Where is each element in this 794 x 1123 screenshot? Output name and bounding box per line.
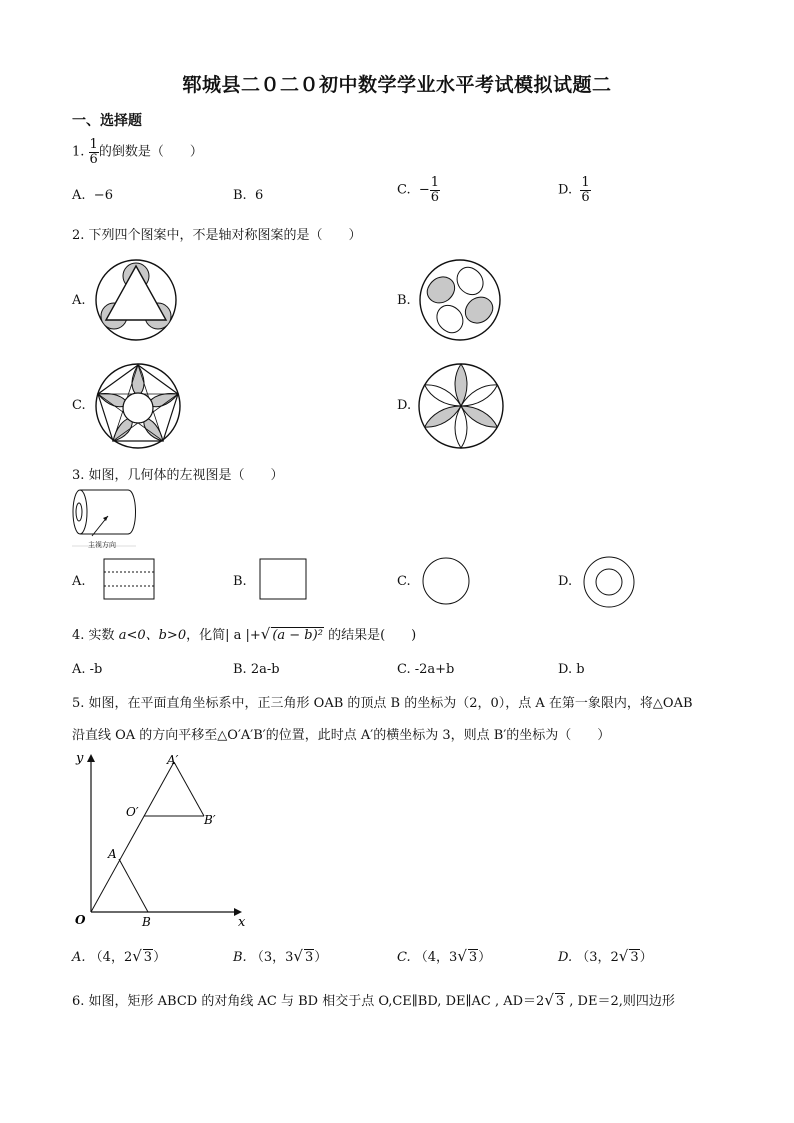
q2-figure-b <box>418 258 502 342</box>
q2-option-a[interactable]: A. <box>72 293 86 308</box>
q5-c-post: ） <box>478 950 492 965</box>
question-6 <box>72 990 675 1009</box>
q1-option-c[interactable] <box>397 176 440 204</box>
q5-b-radical: √ <box>293 947 303 965</box>
q1-c-fraction <box>430 176 440 204</box>
graph-label-o-prime: O′ <box>126 805 139 819</box>
q6-radical: √ <box>544 991 554 1009</box>
q1-frac-den: 6 <box>89 151 98 167</box>
q5-b-radicand: 3 <box>304 950 314 965</box>
q3-figure-a <box>103 558 155 600</box>
q1-d-den: 6 <box>581 189 590 205</box>
question-1 <box>72 138 203 166</box>
q1-b-label: B. <box>233 188 247 203</box>
q2-option-c[interactable]: C. <box>72 398 86 413</box>
q5-option-c[interactable] <box>397 946 491 965</box>
q1-option-d[interactable] <box>558 176 591 204</box>
q5-c-radical: √ <box>457 947 467 965</box>
q3-view-label: 主视方向 <box>88 541 116 549</box>
q4-option-d[interactable]: D. b <box>558 662 585 677</box>
q4-radical-sign: √ <box>260 625 271 643</box>
q5-c-label: C. <box>397 950 411 965</box>
question-4 <box>72 624 416 643</box>
q5-option-d[interactable] <box>558 946 653 965</box>
q2-option-b[interactable]: B. <box>397 293 411 308</box>
graph-label-y: y <box>76 751 84 766</box>
q1-a-value: −6 <box>93 188 113 203</box>
q2-figure-a <box>94 258 178 342</box>
q4-condition: a<0、b>0 <box>118 628 187 643</box>
q4-option-b[interactable]: B. 2a-b <box>233 662 280 677</box>
q5-a-post: ） <box>153 950 167 965</box>
q5-coordinate-graph <box>72 748 252 930</box>
question-5-line-2: 沿直线 OA 的方向平移至△O′A′B′的位置，此时点 A′的横坐标为 3，则点 B′的坐标为（ ） <box>72 728 611 743</box>
q3-figure-d <box>582 555 636 609</box>
q4-option-c[interactable]: C. -2a+b <box>397 662 455 677</box>
graph-label-a: A <box>108 847 117 861</box>
q5-c-pre: （4，3 <box>414 950 458 965</box>
q1-fraction <box>89 138 99 166</box>
q1-c-sign: − <box>418 182 430 198</box>
q1-d-label: D. <box>558 182 573 198</box>
q5-b-label: B. <box>233 950 247 965</box>
q4-radicand: (a − b)² <box>272 628 323 643</box>
q5-a-label: A. <box>72 950 86 965</box>
q2-figure-d <box>417 362 505 450</box>
q5-option-a[interactable] <box>72 946 166 965</box>
q3-option-d[interactable]: D. <box>558 574 573 589</box>
q1-a-label: A. <box>72 188 86 203</box>
q1-frac-num: 1 <box>89 137 98 152</box>
q1-d-num: 1 <box>581 175 590 190</box>
q1-text: 的倒数是（ ） <box>98 144 203 160</box>
q5-b-pre: （3，3 <box>250 950 294 965</box>
q1-number: 1. <box>72 144 85 160</box>
q5-d-label: D. <box>558 950 573 965</box>
q1-c-label: C. <box>397 182 411 198</box>
q6-radicand: 3 <box>555 994 565 1009</box>
q3-figure-c <box>421 556 471 606</box>
graph-label-a-prime: A′ <box>167 753 179 767</box>
section-heading: 一、选择题 <box>72 113 142 129</box>
q6-text-pre: 6. 如图，矩形 ABCD 的对角线 AC 与 BD 相交于点 O,CE∥BD, DE∥AC , AD＝2 <box>72 994 545 1009</box>
q5-d-pre: （3，2 <box>576 950 619 965</box>
q1-c-num: 1 <box>430 175 440 190</box>
q5-a-radical: √ <box>132 947 142 965</box>
graph-label-x: x <box>238 915 246 930</box>
q5-option-b[interactable] <box>233 946 327 965</box>
q5-a-radicand: 3 <box>143 950 153 965</box>
q5-d-radical: √ <box>618 947 629 965</box>
question-3: 3. 如图，几何体的左视图是（ ） <box>72 468 284 483</box>
q5-d-post: ） <box>639 950 653 965</box>
q1-option-a[interactable] <box>72 188 113 203</box>
q3-option-a[interactable]: A. <box>72 574 86 589</box>
question-2: 2. 下列四个图案中，不是轴对称图案的是（ ） <box>72 228 362 243</box>
graph-label-b-prime: B′ <box>204 813 216 827</box>
q3-option-b[interactable]: B. <box>233 574 247 589</box>
question-5-line-1: 5. 如图，在平面直角坐标系中，正三角形 OAB 的顶点 B 的坐标为（2，0），点 A 在第一象限内，将△OAB <box>72 696 693 711</box>
q2-option-d[interactable]: D. <box>397 398 412 413</box>
q4-text-mid: ，化简| a |+ <box>186 628 261 643</box>
page-title: 郓城县二０二０初中数学学业水平考试模拟试题二 <box>182 74 612 96</box>
q4-option-a[interactable]: A. -b <box>72 662 103 677</box>
q1-c-den: 6 <box>430 189 440 205</box>
q5-a-pre: （4，2 <box>89 950 133 965</box>
q5-b-post: ） <box>314 950 328 965</box>
q2-figure-c <box>94 362 182 450</box>
graph-label-o: O <box>75 913 86 927</box>
q4-text-pre: 4. 实数 <box>72 628 115 643</box>
q4-text-post: 的结果是( ) <box>328 628 417 643</box>
q1-option-b[interactable] <box>233 188 263 203</box>
q5-d-radicand: 3 <box>630 950 639 965</box>
q5-c-radicand: 3 <box>468 950 478 965</box>
q3-figure-b <box>259 558 307 600</box>
q6-text-post: , DE＝2,则四边形 <box>565 994 675 1009</box>
graph-label-b: B <box>142 915 151 929</box>
q3-option-c[interactable]: C. <box>397 574 411 589</box>
q1-d-fraction <box>580 176 590 204</box>
q1-b-value: 6 <box>254 188 264 203</box>
